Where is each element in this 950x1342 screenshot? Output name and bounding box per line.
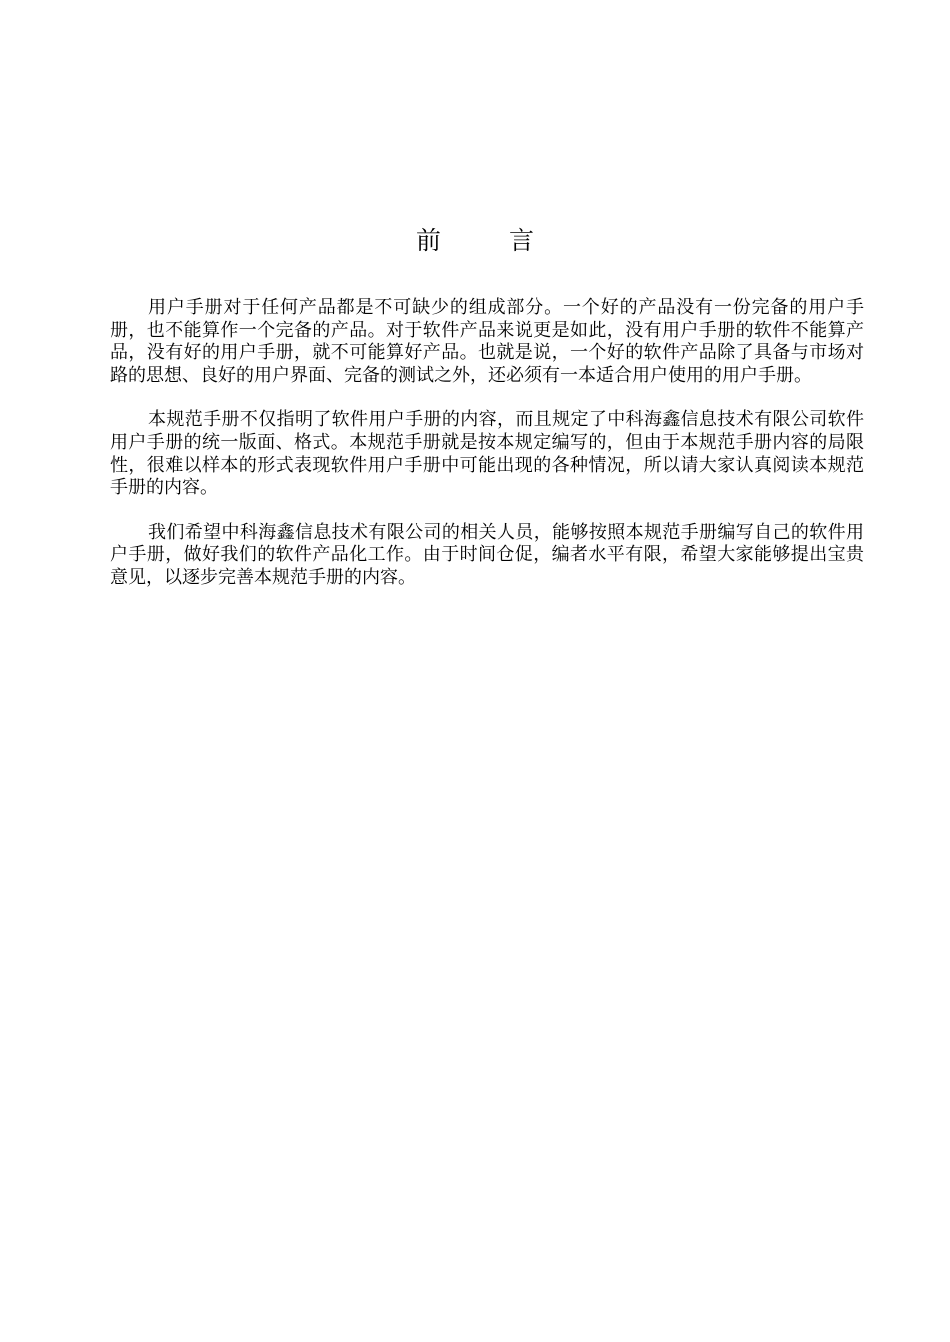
paragraph-2: 本规范手册不仅指明了软件用户手册的内容，而且规定了中科海鑫信息技术有限公司软件用户手册的统一版面、格式。本规范手册就是按本规定编写的，但由于本规范手册内容的局限性，很难以样本的形式表现软件用户手册中可能出现的各种情况，所以请大家认真阅读本规范手册的内容。 xyxy=(110,409,864,499)
page-title: 前 言 xyxy=(416,226,564,255)
paragraph-3: 我们希望中科海鑫信息技术有限公司的相关人员，能够按照本规范手册编写自己的软件用户手册，做好我们的软件产品化工作。由于时间仓促，编者水平有限，希望大家能够提出宝贵意见，以逐步完善本规范手册的内容。 xyxy=(110,521,864,588)
paragraph-1: 用户手册对于任何产品都是不可缺少的组成部分。一个好的产品没有一份完备的用户手册，也不能算作一个完备的产品。对于软件产品来说更是如此，没有用户手册的软件不能算产品，没有好的用户手册，就不可能算好产品。也就是说，一个好的软件产品除了具备与市场对路的思想、良好的用户界面、完备的测试之外，还必须有一本适合用户使用的用户手册。 xyxy=(110,297,864,386)
preface-body xyxy=(110,297,864,612)
